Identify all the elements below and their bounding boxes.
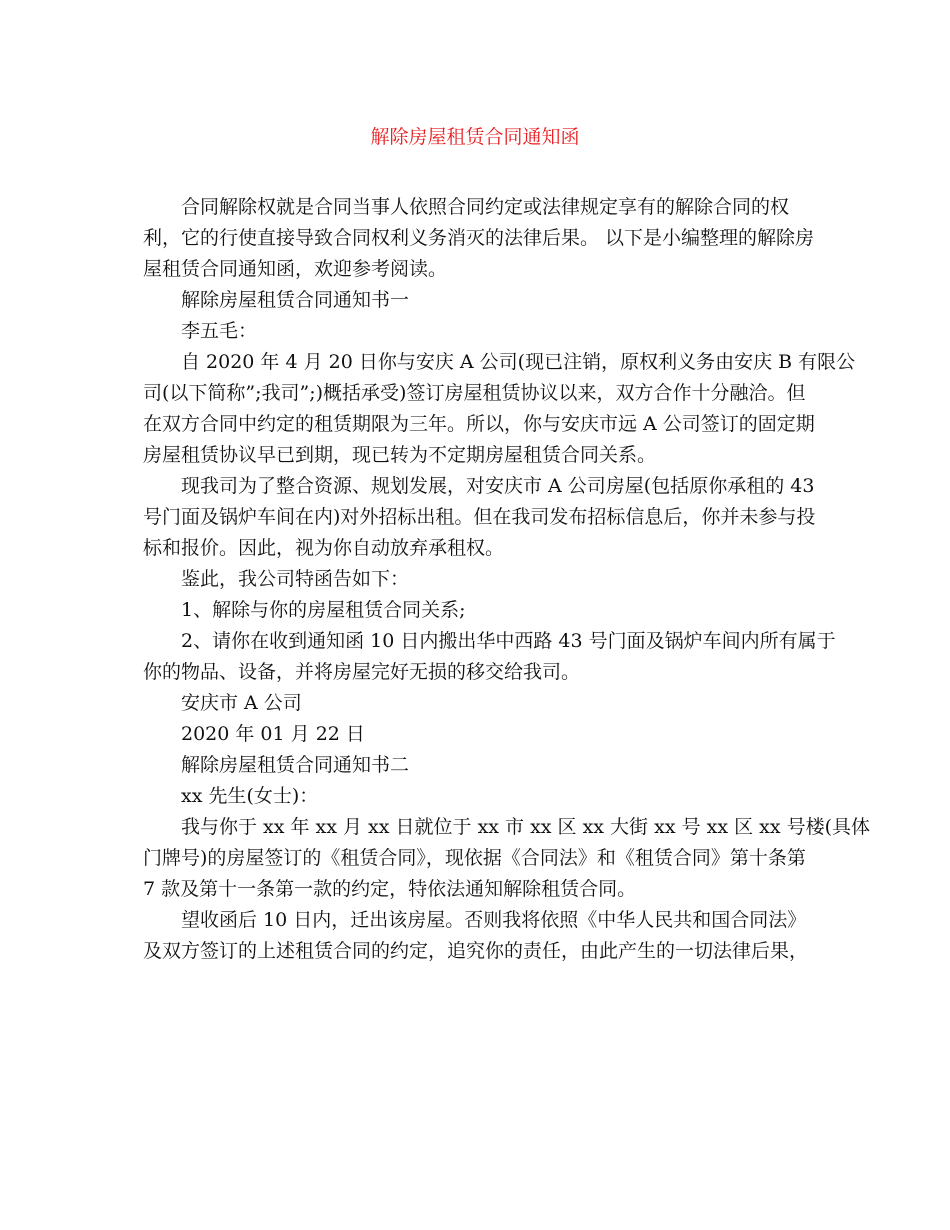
- text-line: 现我司为了整合资源、规划发展，对安庆市 A 公司房屋(包括原你承租的 43: [181, 475, 815, 497]
- document-title: 解除房屋租赁合同通知函: [370, 126, 580, 148]
- text-line: 合同解除权就是合同当事人依照合同约定或法律规定享有的解除合同的权: [181, 196, 790, 218]
- text-line: 自 2020 年 4 月 20 日你与安庆 A 公司(现已注销，原权利义务由安庆 B 有限公: [181, 351, 856, 373]
- paragraph: [143, 750, 808, 781]
- text-line: 2、请你在收到通知函 10 日内搬出华中西路 43 号门面及锅炉车间内所有属于: [181, 630, 836, 652]
- text-line: 1、解除与你的房屋租赁合同关系;: [181, 599, 466, 621]
- text-line: 门牌号)的房屋签订的《租赁合同》，现依据《合同法》和《租赁合同》第十条第: [143, 847, 806, 869]
- text-line: 安庆市 A 公司: [181, 692, 302, 714]
- text-line: 标和报价。因此，视为你自动放弃承租权。: [143, 537, 505, 559]
- paragraph: [143, 564, 808, 595]
- paragraph: [143, 316, 808, 347]
- text-line: 在双方合同中约定的租赁期限为三年。所以，你与安庆市远 A 公司签订的固定期: [143, 413, 815, 435]
- paragraph: [143, 595, 808, 626]
- paragraph: [143, 781, 808, 812]
- text-line: 解除房屋租赁合同通知书二: [181, 754, 410, 776]
- paragraph: [143, 905, 808, 967]
- paragraph: [143, 719, 808, 750]
- text-line: 及双方签订的上述租赁合同的约定，追究你的责任，由此产生的一切法律后果，: [143, 940, 809, 962]
- text-line: xx 先生(女士)：: [181, 785, 319, 807]
- paragraph: [143, 688, 808, 719]
- text-line: 你的物品、设备，并将房屋完好无损的移交给我司。: [143, 661, 581, 683]
- text-line: 2020 年 01 月 22 日: [181, 723, 365, 745]
- text-line: 我与你于 xx 年 xx 月 xx 日就位于 xx 市 xx 区 xx 大街 xx 号 xx 区 xx 号楼(具体: [181, 816, 871, 838]
- paragraph: [143, 347, 856, 471]
- paragraph: [143, 626, 836, 688]
- document-body: [143, 192, 871, 967]
- text-line: 望收函后 10 日内，迁出该房屋。否则我将依照《中华人民共和国合同法》: [181, 909, 807, 931]
- text-line: 解除房屋租赁合同通知书一: [181, 289, 410, 311]
- paragraph: [143, 285, 808, 316]
- text-line: 7 款及第十一条第一款的约定，特依法通知解除租赁合同。: [143, 878, 637, 900]
- text-line: 司(以下简称”;我司”;)概括承受)签订房屋租赁协议以来，双方合作十分融洽。但: [143, 382, 806, 404]
- text-line: 屋租赁合同通知函，欢迎参考阅读。: [143, 258, 448, 280]
- paragraph: [143, 192, 815, 285]
- text-line: 房屋租赁协议早已到期，现已转为不定期房屋租赁合同关系。: [143, 444, 657, 466]
- text-line: 鉴此，我公司特函告如下：: [181, 568, 410, 590]
- paragraph: [143, 471, 816, 564]
- paragraph: [143, 812, 871, 905]
- text-line: 李五毛：: [181, 320, 258, 342]
- text-line: 号门面及锅炉车间在内)对外招标出租。但在我司发布招标信息后，你并未参与投: [143, 506, 816, 528]
- text-line: 利，它的行使直接导致合同权利义务消灭的法律后果。 以下是小编整理的解除房: [143, 227, 815, 249]
